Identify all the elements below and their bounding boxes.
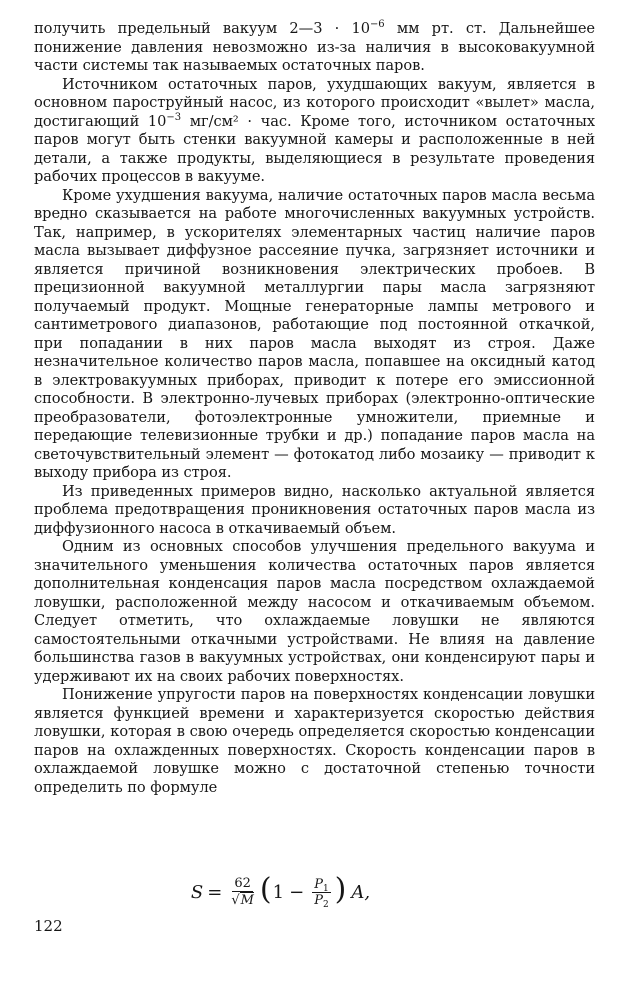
formula-p1: P	[314, 876, 323, 892]
formula-root-radicand: M	[240, 893, 254, 908]
formula-one: 1	[272, 881, 285, 903]
paragraph-5: Одним из основных способов улучшения предельного вакуума и значительного уменьшения количества остаточных паров является дополнительная конденсация паров масла посредством охлаждаемой ловушки, расположенной между насосом и откачиваемым объемом. Следует отметить, что охлаждаемые ловушки не являются самостоятельными откачными устройствами. Не влияя на давление большинства газов в вакуумных устройствах, они конденсируют пары и удерживают их на своих рабочих поверхностях.	[34, 538, 595, 685]
formula-root-sign: √	[231, 893, 240, 908]
paragraph-2-text-b: мг/см² · час. Кроме того, источником остаточных паров могут быть стенки вакуумной камеры и расположенные в ней детали, а также продукты, выделяющиеся в результате проведения рабочих процессов в вакууме.	[34, 112, 595, 185]
paragraph-6: Понижение упругости паров на поверхностях конденсации ловушки является функцией времени и характеризуется скоростью действия ловушки, которая в свою очередь определяется скоростью конденсации паров на охлажденных поверхностях. Скорость конденсации паров в охлаждаемой ловушке можно с достаточной степенью точности определить по формуле	[34, 686, 595, 796]
formula-pressure-ratio	[312, 877, 330, 908]
formula-pressure-denominator	[312, 893, 330, 908]
formula-coefficient-denominator	[229, 892, 256, 908]
exponent-minus-6: −6	[369, 19, 385, 30]
formula-p2-subscript: 2	[322, 899, 329, 910]
paragraph-1-text-b: мм рт. ст. Дальнейшее понижение давления невозможно из-за наличия в высоковакуумной части системы так называемых остаточных паров.	[34, 20, 595, 74]
exponent-minus-3: −3	[166, 111, 182, 123]
paragraph-2-text-a: Источником остаточных паров, ухудшающих вакуум, является в основном пароструйный насос, из которого происходит «вылет» масла, достигающий 10	[34, 75, 595, 130]
paragraph-4: Из приведенных примеров видно, насколько актуальной является проблема предотвращения проникновения остаточных паров масла из диффузионного насоса в откачиваемый объем.	[34, 482, 595, 537]
formula-coefficient-fraction	[229, 876, 256, 908]
formula-p1-subscript: 1	[322, 883, 329, 894]
formula-equals: =	[207, 881, 223, 903]
page-number: 122	[34, 917, 63, 935]
formula-pressure-numerator	[312, 877, 330, 893]
formula-coefficient-numerator: 62	[234, 876, 251, 891]
paragraph-1-text-a: получить предельный вакуум 2—3 · 10	[34, 20, 370, 37]
paragraph-3: Кроме ухудшения вакуума, наличие остаточных паров масла весьма вредно сказывается на работе многочисленных вакуумных устройств. Так, например, в ускорителях элементарных частиц наличие паров масла вызывает диффузное рассеяние пучка, загрязняет источники и является причиной возникновения электрических пробоев. В прецизионной вакуумной металлургии пары масла загрязняют получаемый продукт. Мощные генераторные лампы метрового и сантиметрового диапазонов, работающие под постоянной откачкой, при попадании в них паров масла выходят из строя. Даже незначительное количество паров масла, попавшее на оксидный катод в электровакуумных приборах, приводит к потере его эмиссионной способности. В электронно-лучевых приборах (электронно-оптические преобразователи, фотоэлектронные умножители, приемные и передающие телевизионные трубки и др.) попадание паров масла на светочувствительный элемент — фотокатод либо мозаику — приводит к выходу прибора из строя.	[34, 186, 595, 481]
page-body	[34, 20, 595, 797]
paragraph-2	[34, 76, 595, 187]
condensation-rate-formula	[0, 862, 561, 922]
formula-minus: −	[289, 881, 305, 903]
formula-open-paren: (	[259, 872, 272, 907]
formula-lhs: S	[190, 881, 204, 903]
formula-close-paren: )	[334, 872, 347, 907]
formula-tail: A,	[351, 881, 371, 903]
paragraph-1	[34, 20, 595, 76]
formula-p2: P	[314, 892, 323, 908]
